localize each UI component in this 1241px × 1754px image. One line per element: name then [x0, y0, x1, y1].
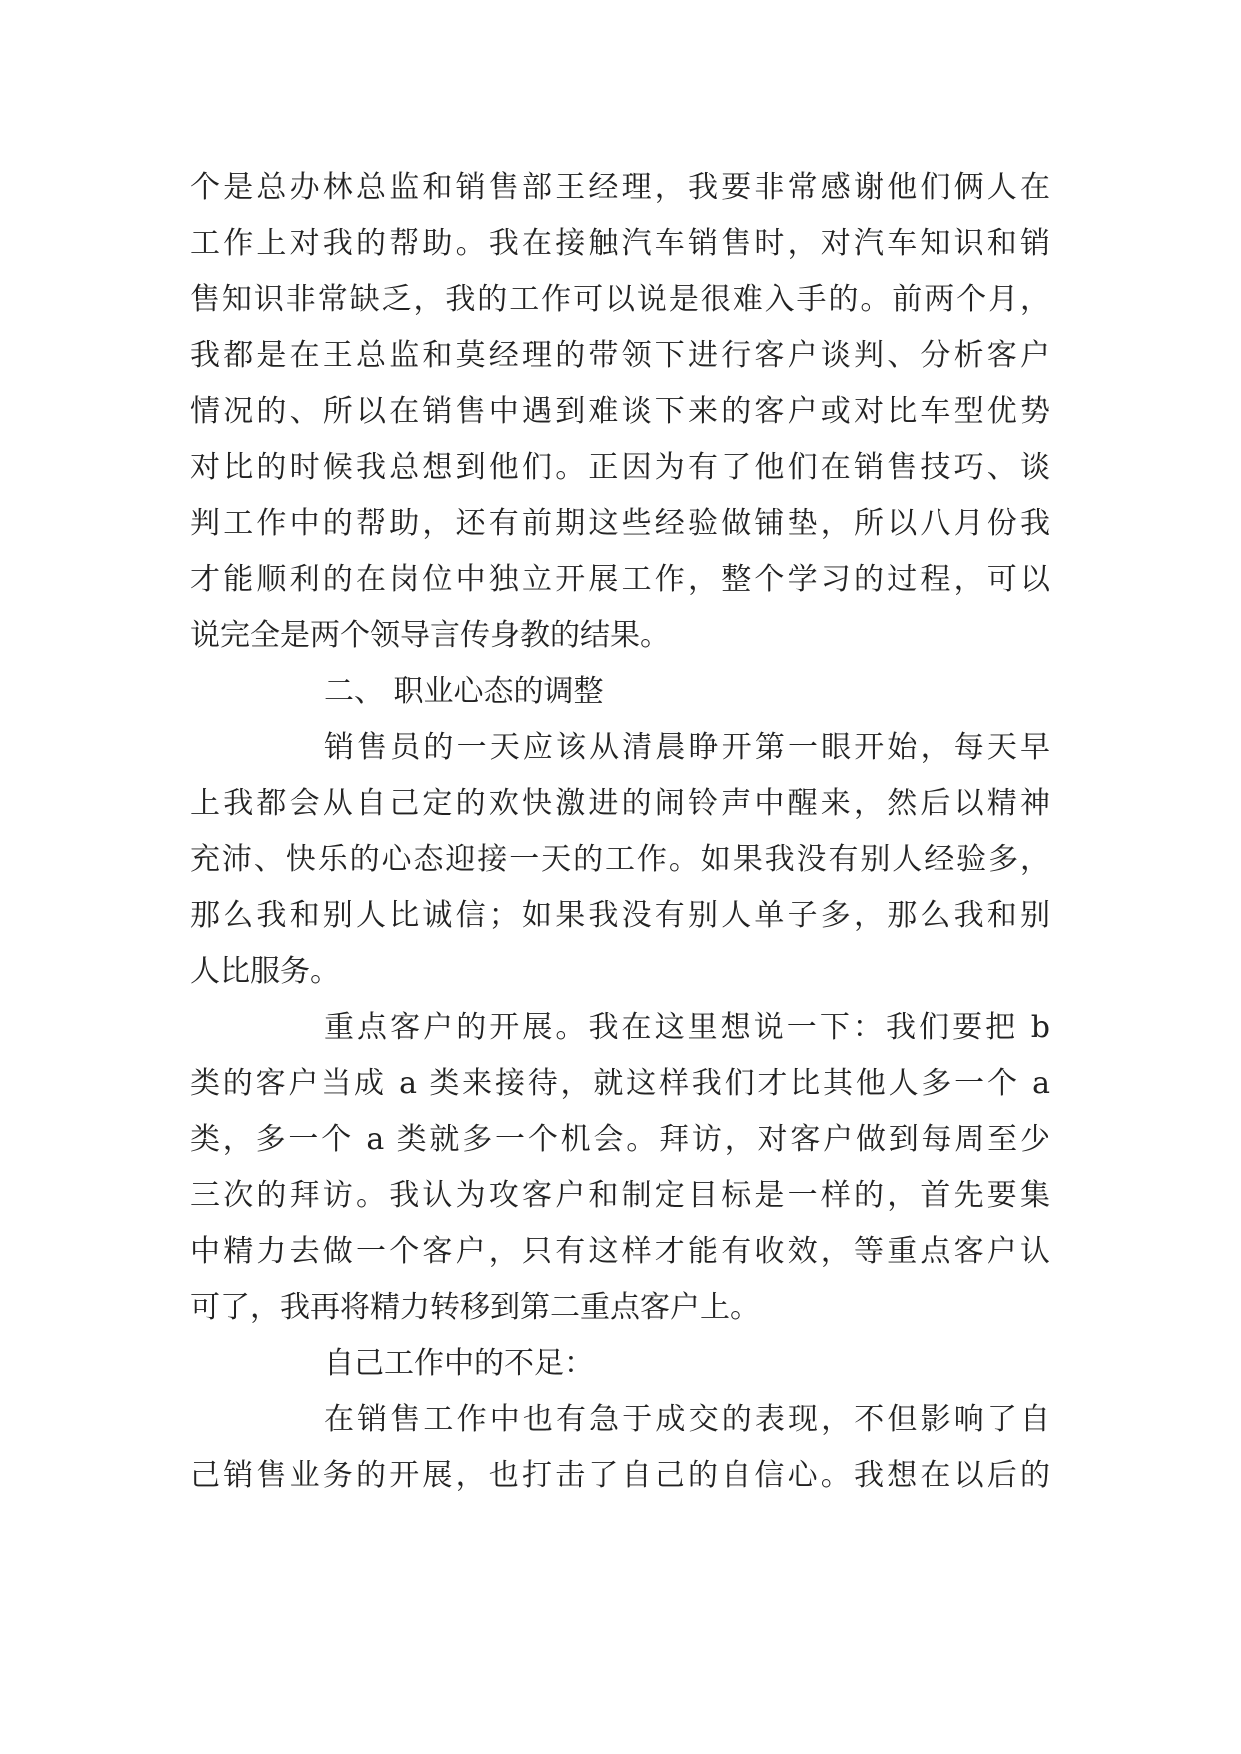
section-heading: 二、 职业心态的调整 [324, 674, 604, 709]
paragraph-2-line-5: 人比服务。 [190, 954, 340, 989]
paragraph-3-line-3: 类，多一个 a 类就多一个机会。拜访，对客户做到每周至少 [190, 1122, 1050, 1157]
paragraph-1-line-5: 情况的、所以在销售中遇到难谈下来的客户或对比车型优势 [190, 394, 1050, 429]
paragraph-1-line-9: 说完全是两个领导言传身教的结果。 [190, 618, 670, 653]
paragraph-2-line-3: 充沛、快乐的心态迎接一天的工作。如果我没有别人经验多， [190, 842, 1050, 877]
paragraph-1-line-4: 我都是在王总监和莫经理的带领下进行客户谈判、分析客户 [190, 338, 1050, 373]
paragraph-1-line-6: 对比的时候我总想到他们。正因为有了他们在销售技巧、谈 [190, 450, 1050, 485]
paragraph-2-line-4: 那么我和别人比诚信；如果我没有别人单子多，那么我和别 [190, 898, 1050, 933]
paragraph-3-line-6: 可了，我再将精力转移到第二重点客户上。 [190, 1290, 760, 1325]
paragraph-4-line-1: 自己工作中的不足： [324, 1346, 594, 1381]
paragraph-3-line-4: 三次的拜访。我认为攻客户和制定目标是一样的，首先要集 [190, 1178, 1050, 1213]
paragraph-3-line-1: 重点客户的开展。我在这里想说一下：我们要把 b [324, 1010, 1050, 1045]
paragraph-1-line-3: 售知识非常缺乏，我的工作可以说是很难入手的。前两个月， [190, 282, 1050, 317]
paragraph-1-line-2: 工作上对我的帮助。我在接触汽车销售时，对汽车知识和销 [190, 226, 1050, 261]
paragraph-1-line-1: 个是总办林总监和销售部王经理，我要非常感谢他们俩人在 [190, 170, 1050, 205]
paragraph-3-line-5: 中精力去做一个客户，只有这样才能有收效，等重点客户认 [190, 1234, 1050, 1269]
paragraph-1-line-7: 判工作中的帮助，还有前期这些经验做铺垫，所以八月份我 [190, 506, 1050, 541]
paragraph-3-line-2: 类的客户当成 a 类来接待，就这样我们才比其他人多一个 a [190, 1066, 1050, 1101]
paragraph-5-line-2: 己销售业务的开展，也打击了自己的自信心。我想在以后的 [190, 1458, 1050, 1493]
paragraph-2-line-1: 销售员的一天应该从清晨睁开第一眼开始，每天早 [324, 730, 1050, 765]
paragraph-1-line-8: 才能顺利的在岗位中独立开展工作，整个学习的过程，可以 [190, 562, 1050, 597]
paragraph-5-line-1: 在销售工作中也有急于成交的表现，不但影响了自 [324, 1402, 1050, 1437]
paragraph-2-line-2: 上我都会从自己定的欢快激进的闹铃声中醒来，然后以精神 [190, 786, 1050, 821]
document-body [190, 160, 1050, 1504]
